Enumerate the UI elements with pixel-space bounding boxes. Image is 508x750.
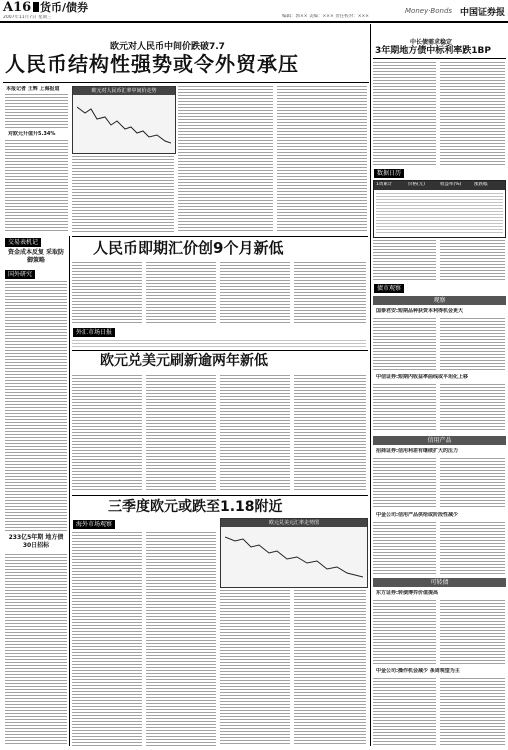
- story4-headline: 三季度欧元或跌至1.18附近: [108, 499, 283, 515]
- story3-col3: [220, 375, 290, 490]
- right-section-label-3: 可转债: [373, 578, 506, 587]
- lead-body-col4: [277, 86, 367, 232]
- table-head-1: 价格(元): [408, 182, 426, 187]
- right-body-5b: [440, 458, 505, 508]
- table-head-0: 1周累计: [376, 182, 393, 187]
- right-headline: 3年期地方债中标利率跌1BP: [375, 46, 491, 56]
- page-number: A16: [3, 0, 32, 15]
- table-head-3: 涨跌幅: [474, 182, 488, 187]
- story3-col2: [146, 375, 216, 490]
- story4-chart-title: 欧元兑美元汇率走势图: [221, 519, 367, 527]
- lead-kicker: 欧元对人民币中间价跌破7.7: [110, 42, 225, 52]
- right-body-8a: [373, 678, 436, 746]
- story4-chart: [220, 518, 368, 588]
- right-tag-bond: 债市观察: [374, 284, 404, 293]
- story2-col2: [146, 262, 216, 324]
- story4-chart-line: [225, 531, 363, 583]
- lead-chart-title: 欧元对人民币汇率中间价走势: [73, 87, 175, 95]
- story3-col1: [72, 375, 142, 490]
- right-item-5: 东方证券:转债博弈价值提高: [376, 590, 439, 596]
- right-body-1b: [440, 62, 505, 166]
- right-body-7a: [373, 600, 436, 664]
- brand-english: Money·Bonds: [405, 7, 453, 15]
- story2-col1: [72, 262, 142, 324]
- story2-col4: [294, 262, 366, 324]
- right-item-3: 招商证券:信用利差有继续扩大的压力: [376, 448, 459, 454]
- left-tag-foreign: 国外研究: [5, 270, 35, 279]
- story3-headline: 欧元兑美元刷新逾两年新低: [100, 353, 268, 369]
- story4-tag: 海外市场观察: [73, 520, 115, 529]
- right-body-6a: [373, 522, 436, 574]
- story4-col1: [72, 532, 142, 746]
- lead-body-col2: [72, 156, 174, 232]
- story2-top-rule: [72, 236, 368, 237]
- story2-fx-strip: [72, 340, 366, 348]
- right-body-4a: [373, 384, 436, 432]
- right-body-1a: [373, 62, 436, 166]
- lead-body-col3: [178, 86, 273, 232]
- lead-body-col1: [5, 94, 68, 129]
- story2-headline: 人民币即期汇价创9个月新低: [93, 239, 284, 257]
- left-tag-trading: 交易表机记: [5, 238, 41, 247]
- table-head-2: 收益率(%): [440, 182, 462, 187]
- right-body-5a: [373, 458, 436, 508]
- story2-tag: 外汇市场日报: [73, 328, 115, 337]
- right-item-6: 中金公司:操作机会减少 条周观望为主: [376, 668, 460, 674]
- story3-top-rule: [72, 350, 368, 351]
- editor-line: 编辑：郭×× 美编：××× 责任校对：×××: [282, 14, 370, 19]
- lead-byline: 本报记者 王辉 上海报道: [6, 86, 60, 92]
- right-kicker: 中长债需求稳定: [410, 39, 453, 46]
- right-body-8b: [440, 678, 505, 746]
- right-body-2b: [440, 240, 505, 280]
- left-body-1: [5, 281, 67, 531]
- story2-col3: [220, 262, 290, 324]
- right-body-4b: [440, 384, 505, 432]
- lead-subhead1: 对欧元升值升5.34%: [8, 131, 56, 137]
- right-rule-1: [373, 58, 506, 59]
- story4-col2: [146, 532, 216, 746]
- right-item-2: 中信证券:短期内收益率曲线或平坦化上移: [376, 374, 469, 380]
- masthead: [0, 0, 508, 22]
- masthead-rule: [0, 21, 508, 23]
- brand-chinese: 中国证券报: [460, 8, 506, 18]
- lead-chart-line: [77, 99, 171, 149]
- right-section-label-2: 信用产品: [373, 436, 506, 445]
- right-col-divider: [370, 24, 371, 746]
- table-rows: [376, 193, 503, 233]
- page-section-marker: [33, 2, 39, 12]
- right-tag-data: 数据日历: [374, 169, 404, 178]
- left-heading-2: 233亿5年期 地方债30日招标: [8, 534, 64, 549]
- story3-col4: [294, 375, 366, 490]
- lead-chart: [72, 86, 176, 154]
- lead-rule: [3, 82, 369, 83]
- right-item-4: 中金公司:信用产品供给或阶段性减少: [376, 512, 459, 518]
- story4-top-rule: [72, 495, 368, 496]
- story4-col4: [294, 590, 366, 746]
- section-title: 货币/债券: [40, 1, 89, 14]
- story4-col3: [220, 590, 290, 746]
- date-line: 2007年11月7日 星期三: [3, 15, 52, 20]
- right-body-2a: [373, 240, 436, 280]
- right-item-1: 国泰君安:短期品种获资本利得机会更大: [376, 308, 464, 314]
- left-col-divider: [69, 236, 70, 746]
- left-body-2: [5, 554, 67, 746]
- right-body-6b: [440, 522, 505, 574]
- lead-body-col1b: [5, 140, 68, 232]
- right-data-table: [373, 180, 506, 238]
- left-heading: 资金成本反复 采取防御策略: [7, 249, 65, 264]
- right-body-3b: [440, 318, 505, 370]
- right-body-7b: [440, 600, 505, 664]
- right-body-3a: [373, 318, 436, 370]
- right-section-label-1: 观察: [373, 296, 506, 305]
- lead-headline: 人民币结构性强势或令外贸承压: [5, 52, 299, 76]
